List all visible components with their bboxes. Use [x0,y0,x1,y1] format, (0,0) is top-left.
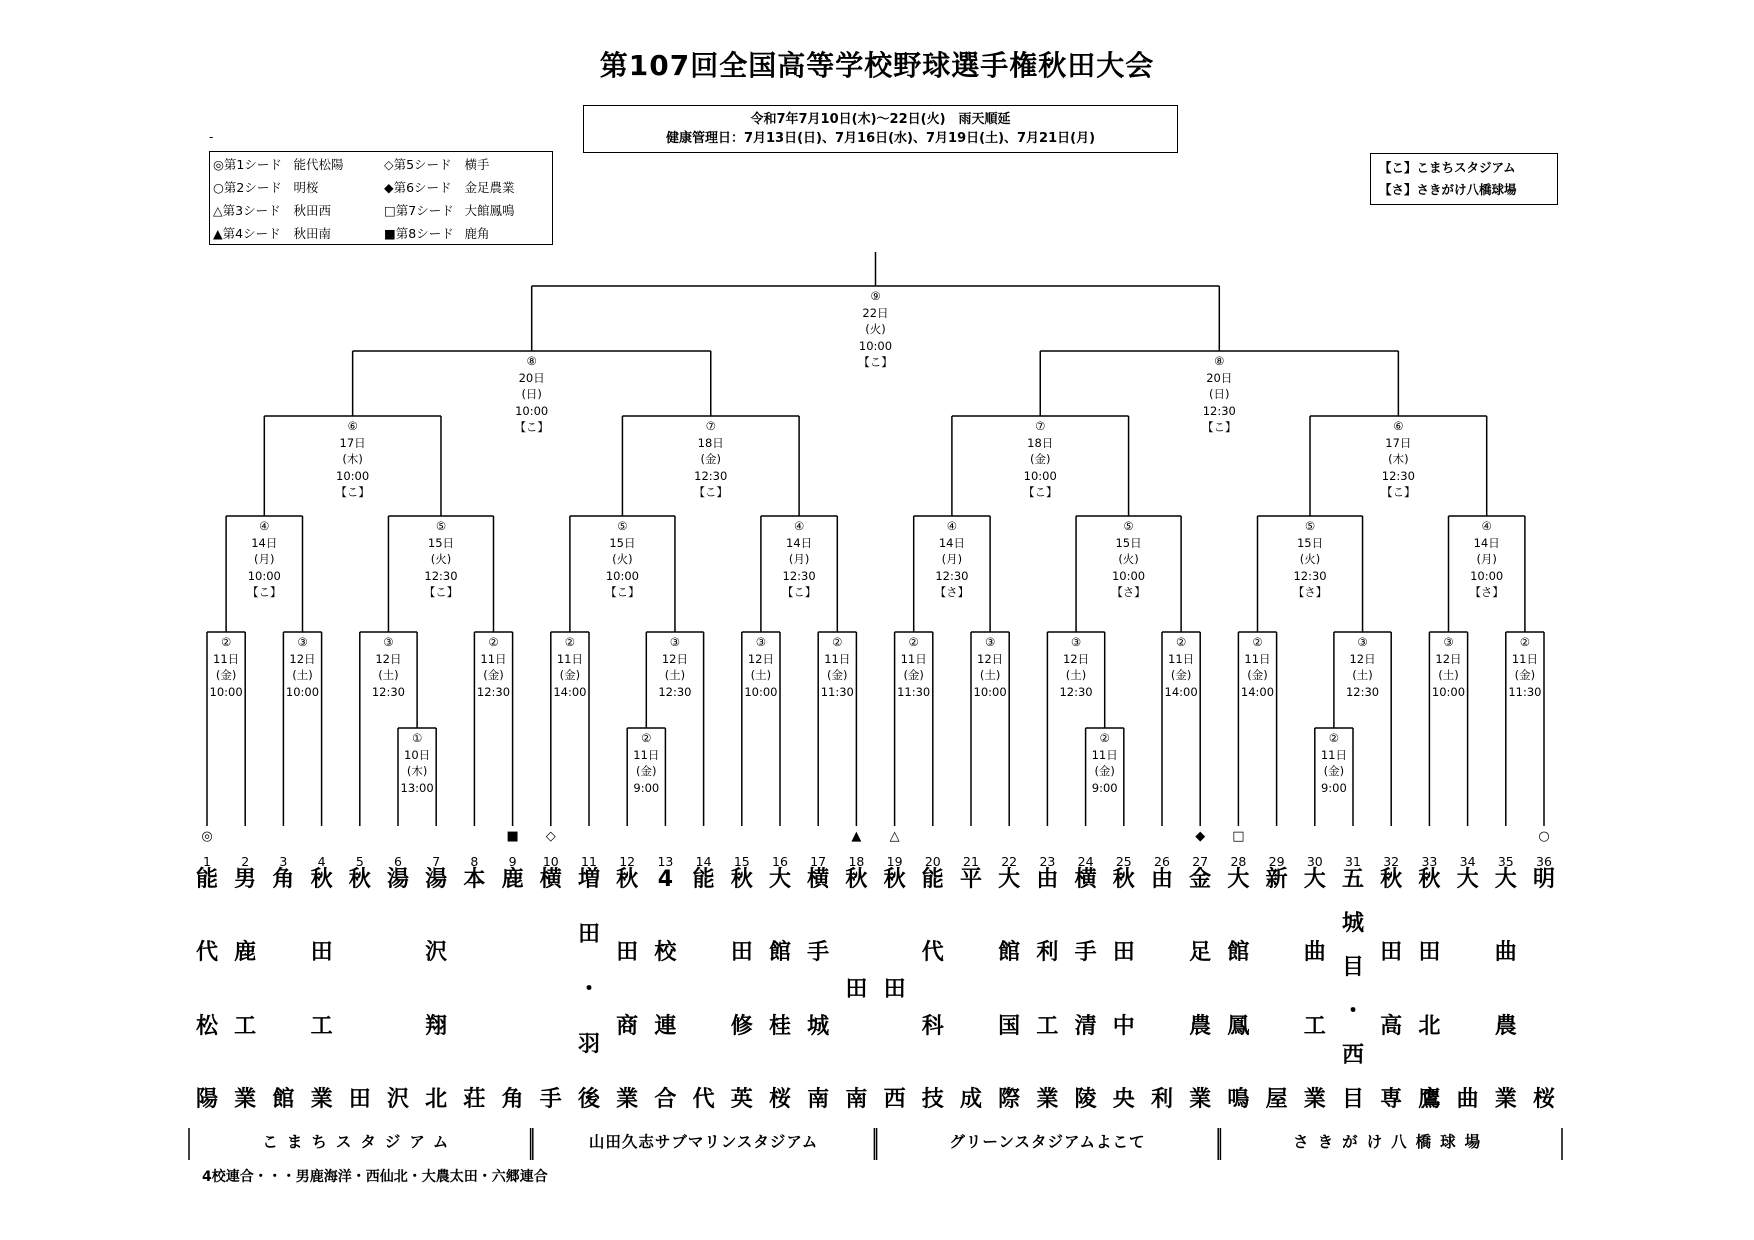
seed-mark-icon: □ [1232,829,1245,844]
match-label: ③ 12日 (土) 10:00 [744,635,778,699]
seed-team: 金足農業 [464,179,515,195]
team-number: 10 [542,854,559,869]
seed-mark-icon: ■ [506,829,519,844]
team-name-char: 松 [195,1013,218,1039]
team-name-char: 英 [730,1087,753,1112]
team-number: 22 [1001,854,1018,869]
team-number: 32 [1383,854,1400,869]
team-name-char: 秋 [310,867,333,892]
footnote: 4校連合・・・男鹿海洋・西仙北・大農太田・六郷連合 [202,1169,548,1185]
team-name-char: 鳴 [1227,1087,1250,1112]
team-name-char: 中 [1112,1013,1135,1039]
team-name [266,868,300,1124]
match-label: ② 11日 (金) 9:00 [1320,731,1347,795]
team-name [1030,868,1064,1124]
team-name-char: 田 [1112,940,1135,966]
team-name-char: 大 [1456,867,1479,892]
team-name-char: 目 [1341,1087,1364,1112]
team-name-char: 五 [1341,867,1364,892]
seed-mark-icon: △ [889,829,900,844]
team-name [343,868,377,1124]
team-number: 27 [1192,854,1209,869]
team-name-char: 館 [272,1087,295,1112]
team-name-char: 城 [807,1013,830,1039]
team-name-char: 羽 [577,1032,600,1057]
team-name-char: 大 [998,867,1021,892]
team-number: 17 [810,854,827,869]
match-label: ④ 14日 (月) 10:00 【さ】 [1469,519,1504,599]
team-name [610,868,644,1124]
team-number: 35 [1497,854,1514,869]
team-name [687,868,721,1124]
team-name-char: 増 [577,867,600,892]
team-name-char: 大 [1303,867,1326,892]
team-name-char: 業 [1303,1087,1326,1112]
team-number: 4 [317,854,326,869]
team-name-char: 新 [1265,867,1288,892]
team-name-char: 大 [1227,867,1250,892]
team-name [878,868,912,1124]
team-name [1107,868,1141,1124]
seed-mark-icon: ◆ [1195,829,1206,844]
team-name-char: 手 [539,1087,562,1112]
team-name-char: 能 [195,867,218,892]
team-name-char: 連 [654,1013,677,1039]
team-name-char: 館 [1227,940,1250,966]
team-name-char: 秋 [1112,867,1135,892]
team-number: 21 [963,854,979,869]
team-name-char: 代 [921,940,944,966]
team-name-char: ・ [1341,999,1364,1024]
team-name-char: 横 [807,867,830,892]
match-label: ⑤ 15日 (火) 12:30 【さ】 [1292,519,1328,599]
team-name [1298,868,1332,1124]
team-name-char: 商 [616,1013,639,1039]
team-name-char: 田 [1380,940,1403,966]
seed-team: 大館鳳鳴 [464,202,515,218]
venue-label: さきがけ八橋球場 [1293,1133,1490,1151]
team-name-char: 後 [577,1087,600,1112]
team-number: 20 [924,854,941,869]
team-name-char: 秋 [845,867,868,892]
team-name-char: 高 [1380,1013,1403,1039]
team-name-char: 北 [1418,1013,1441,1039]
team-name-char: 手 [807,940,830,966]
team-name-char: 翔 [425,1013,448,1039]
team-name [992,868,1026,1124]
match-label: ⑥ 17日 (木) 10:00 【こ】 [335,419,370,499]
team-name-char: 南 [807,1087,830,1112]
team-name-char: 田 [883,977,906,1002]
venue-label: 山田久志サブマリンスタジアム [588,1133,819,1151]
team-number: 26 [1154,854,1170,869]
team-name [572,868,606,1124]
team-name [648,868,682,1124]
team-name-char: 沢 [425,940,448,966]
team-number: 25 [1115,854,1132,869]
team-name-char: 桂 [768,1013,791,1039]
team-number: 7 [432,854,441,869]
team-name [1451,868,1485,1124]
team-name-char: 男 [234,867,257,892]
seed-team: 横手 [464,156,490,172]
schedule-dates: 令和7年7月10日(木)～22日(火) 雨天順延 [750,112,1011,127]
team-number: 16 [772,854,788,869]
team-name-char: 湯 [386,867,409,892]
match-label: ③ 12日 (土) 10:00 [1431,635,1466,699]
seed-team: 鹿角 [464,225,490,241]
team-name-char: 由 [1150,867,1173,892]
team-name-char: 秋 [1380,867,1403,892]
match-label: ③ 12日 (土) 10:00 [285,635,320,699]
team-name [228,868,262,1124]
team-name-char: 足 [1189,940,1212,966]
team-name-char: 技 [921,1087,944,1112]
team-name-char: 利 [1036,940,1059,966]
team-number: 24 [1077,854,1094,869]
match-label: ④ 14日 (月) 12:30 【こ】 [781,519,817,599]
team-name-char: 工 [234,1013,257,1039]
team-number: 23 [1039,854,1056,869]
team-name-char: 田 [616,940,639,966]
team-number: 14 [695,854,712,869]
team-name-char: 大 [1494,867,1517,892]
team-name-char: 業 [234,1087,257,1112]
seed-label: ▲第4シード [213,225,281,241]
team-name-char: 陵 [1074,1087,1097,1112]
team-name-char: 角 [272,867,295,892]
team-name [190,868,224,1124]
team-name-char: 湯 [425,867,448,892]
team-name-char: 田 [730,940,753,966]
team-number: 3 [279,854,288,869]
match-label: ② 11日 (金) 11:30 [820,635,854,699]
team-name-char: 秋 [1418,867,1441,892]
team-name-char: 田 [577,922,600,947]
team-name-char: 角 [501,1087,524,1112]
team-name-char: 鳳 [1227,1013,1250,1039]
seed-team: 秋田南 [293,225,331,241]
team-name-char: 秋 [616,867,639,892]
team-number: 2 [241,854,250,869]
team-name-char: 横 [539,867,562,892]
match-label: ③ 12日 (土) 12:30 [658,635,692,699]
team-name-char: 鹿 [501,867,524,892]
team-name-char: 手 [1074,940,1097,966]
team-name-char: 秋 [730,867,753,892]
team-number: 34 [1459,854,1476,869]
team-name [916,868,950,1124]
seed-label: □第7シード [383,202,454,218]
team-name [1221,868,1255,1124]
team-name-char: 鹿 [234,940,257,966]
team-name-char: 桜 [768,1087,791,1112]
team-name-char: 館 [768,940,791,966]
team-number: 28 [1230,854,1247,869]
team-name-char: 利 [1150,1087,1173,1112]
team-number: 1 [203,854,211,869]
match-label: ④ 14日 (月) 12:30 【さ】 [934,519,970,599]
match-label: ② 11日 (金) 14:00 [1164,635,1198,699]
seed-mark-icon: ○ [1538,829,1550,844]
venue-legend-sakigake: 【さ】さきがけ八橋球場 [1379,182,1517,197]
team-name-char: 田 [1418,940,1441,966]
venue-legend-komachi: 【こ】こまちスタジアム [1379,160,1516,175]
team-name-char: 工 [1036,1013,1059,1039]
match-label: ⑦ 18日 (金) 10:00 【こ】 [1022,419,1058,499]
match-label: ② 11日 (金) 11:30 [1508,635,1542,699]
team-name-char: 清 [1074,1013,1097,1039]
team-name [496,868,530,1124]
team-name-char: 西 [883,1087,906,1112]
seed-team: 能代松陽 [293,156,344,172]
match-label: ⑨ 22日 (火) 10:00 【こ】 [858,289,893,369]
team-name-char: 秋 [348,867,371,892]
team-name [419,868,453,1124]
match-label: ⑧ 20日 (日) 12:30 【こ】 [1202,354,1237,434]
team-name-char: 4 [657,867,674,892]
team-name-char: 明 [1532,867,1555,892]
page-title: 第107回全国高等学校野球選手権秋田大会 [599,49,1155,82]
team-name-char: 北 [425,1087,448,1112]
team-name-char: 桜 [1532,1087,1555,1112]
team-name-char: 由 [1036,867,1059,892]
seed-label: ◇第5シード [383,156,452,172]
match-label: ③ 12日 (土) 12:30 [1345,635,1380,699]
team-name [1183,868,1217,1124]
team-name-char: 曲 [1303,940,1326,966]
match-label: ② 11日 (金) 14:00 [1240,635,1275,699]
team-number: 13 [657,854,674,869]
team-name-char: 能 [921,867,944,892]
team-name-char: 成 [959,1087,982,1112]
team-number: 15 [733,854,750,869]
match-label: ① 10日 (木) 13:00 [400,731,434,795]
team-name-char: 業 [1189,1087,1212,1112]
team-name [1260,868,1294,1124]
match-label: ② 11日 (金) 9:00 [633,731,660,795]
team-name-char: 際 [998,1087,1021,1112]
team-name-char: 代 [195,940,218,966]
team-number: 19 [886,854,903,869]
match-label: ② 11日 (金) 11:30 [897,635,931,699]
team-number: 30 [1306,854,1323,869]
team-name-char: 本 [463,867,486,892]
team-name-char: 沢 [386,1087,409,1112]
seed-label: ■第8シード [383,225,454,241]
team-name-char: 業 [1494,1087,1517,1112]
venue-label: グリーンスタジアムよこて [949,1133,1146,1151]
seed-team: 秋田西 [293,202,331,218]
team-name-char: 田 [348,1087,371,1112]
team-name-char: 工 [310,1013,333,1039]
team-number: 6 [394,854,402,869]
team-name [1336,868,1370,1124]
team-name-char: 屋 [1265,1087,1288,1112]
team-name-char: 田 [845,977,868,1002]
team-name-char: 工 [1303,1013,1326,1039]
dash-mark: - [209,130,214,144]
team-name-char: ・ [577,977,600,1002]
team-name-char: 農 [1189,1013,1212,1039]
team-number: 36 [1536,854,1552,869]
seed-mark-icon: ◎ [201,829,213,844]
team-name [839,868,873,1124]
team-name-char: 代 [692,1087,715,1112]
team-number: 12 [619,854,636,869]
match-label: ④ 14日 (月) 10:00 【こ】 [247,519,282,599]
team-name-char: 校 [654,940,677,966]
match-label: ⑤ 15日 (火) 12:30 【こ】 [423,519,459,599]
team-name [1069,868,1103,1124]
team-name-char: 能 [692,867,715,892]
team-name-char: 業 [1036,1087,1059,1112]
team-number: 31 [1345,854,1361,869]
match-label: ② 11日 (金) 9:00 [1091,731,1118,795]
team-name-char: 曲 [1456,1087,1479,1112]
team-number: 9 [508,854,517,869]
team-number: 29 [1268,854,1285,869]
team-name [954,868,988,1124]
match-label: ⑦ 18日 (金) 12:30 【こ】 [693,419,728,499]
seed-mark-icon: ◇ [545,829,556,844]
seed-mark-icon: ▲ [851,829,862,844]
team-name-char: 陽 [195,1087,218,1112]
match-label: ② 11日 (金) 14:00 [553,635,587,699]
team-name [1145,868,1179,1124]
team-number: 11 [581,854,597,869]
team-name [1489,868,1523,1124]
team-name [801,868,835,1124]
team-name [1374,868,1408,1124]
team-name [725,868,759,1124]
match-label: ② 11日 (金) 12:30 [476,635,511,699]
team-name [457,868,491,1124]
team-name-char: 館 [998,940,1021,966]
schedule-rest-days: 健康管理日：7月13日(日)、7月16日(水)、7月19日(土)、7月21日(月) [665,131,1096,146]
venue-label: こまちスタジアム [262,1133,458,1151]
match-label: ⑤ 15日 (火) 10:00 【こ】 [605,519,640,599]
team-name-char: 国 [998,1013,1021,1039]
team-name [1412,868,1446,1124]
team-name-char: 合 [654,1087,677,1112]
match-label: ③ 12日 (土) 12:30 [1059,635,1093,699]
team-name-char: 南 [845,1087,868,1112]
seed-team: 明桜 [293,179,319,195]
team-name-char: 荘 [463,1087,486,1112]
team-number: 33 [1421,854,1438,869]
match-label: ⑤ 15日 (火) 10:00 【さ】 [1111,519,1146,599]
team-name-char: 業 [616,1087,639,1112]
team-name-char: 目 [1341,955,1364,980]
team-name-char: 農 [1494,1013,1517,1039]
team-name-char: 修 [730,1013,753,1039]
seed-label: ◆第6シード [383,179,452,195]
seed-label: ◎第1シード [213,156,282,172]
team-name-char: 科 [921,1013,944,1039]
match-label: ⑧ 20日 (日) 10:00 【こ】 [514,354,549,434]
team-name-char: 横 [1074,867,1097,892]
team-name-char: 金 [1189,867,1212,892]
team-name-char: 央 [1112,1087,1135,1112]
match-label: ③ 12日 (土) 10:00 [973,635,1007,699]
team-name-char: 田 [310,940,333,966]
team-name-char: 平 [959,867,982,892]
team-number: 8 [470,854,479,869]
team-name-char: 曲 [1494,940,1517,966]
team-name-char: 大 [768,867,791,892]
team-name [534,868,568,1124]
team-name [381,868,415,1124]
team-name-char: 秋 [883,867,906,892]
seed-label: △第3シード [213,202,281,218]
team-name-char: 城 [1341,911,1364,936]
match-label: ② 11日 (金) 10:00 [209,635,243,699]
team-number: 18 [848,854,865,869]
team-name [763,868,797,1124]
match-label: ③ 12日 (土) 12:30 [371,635,406,699]
team-name [1527,868,1561,1124]
team-name-char: 業 [310,1087,333,1112]
team-name-char: 西 [1341,1043,1364,1068]
team-name-char: 鷹 [1418,1087,1441,1112]
match-label: ⑥ 17日 (木) 12:30 【こ】 [1381,419,1416,499]
team-name [305,868,339,1124]
team-number: 5 [355,854,364,869]
seed-label: ○第2シード [213,179,282,195]
team-name-char: 専 [1380,1087,1403,1112]
